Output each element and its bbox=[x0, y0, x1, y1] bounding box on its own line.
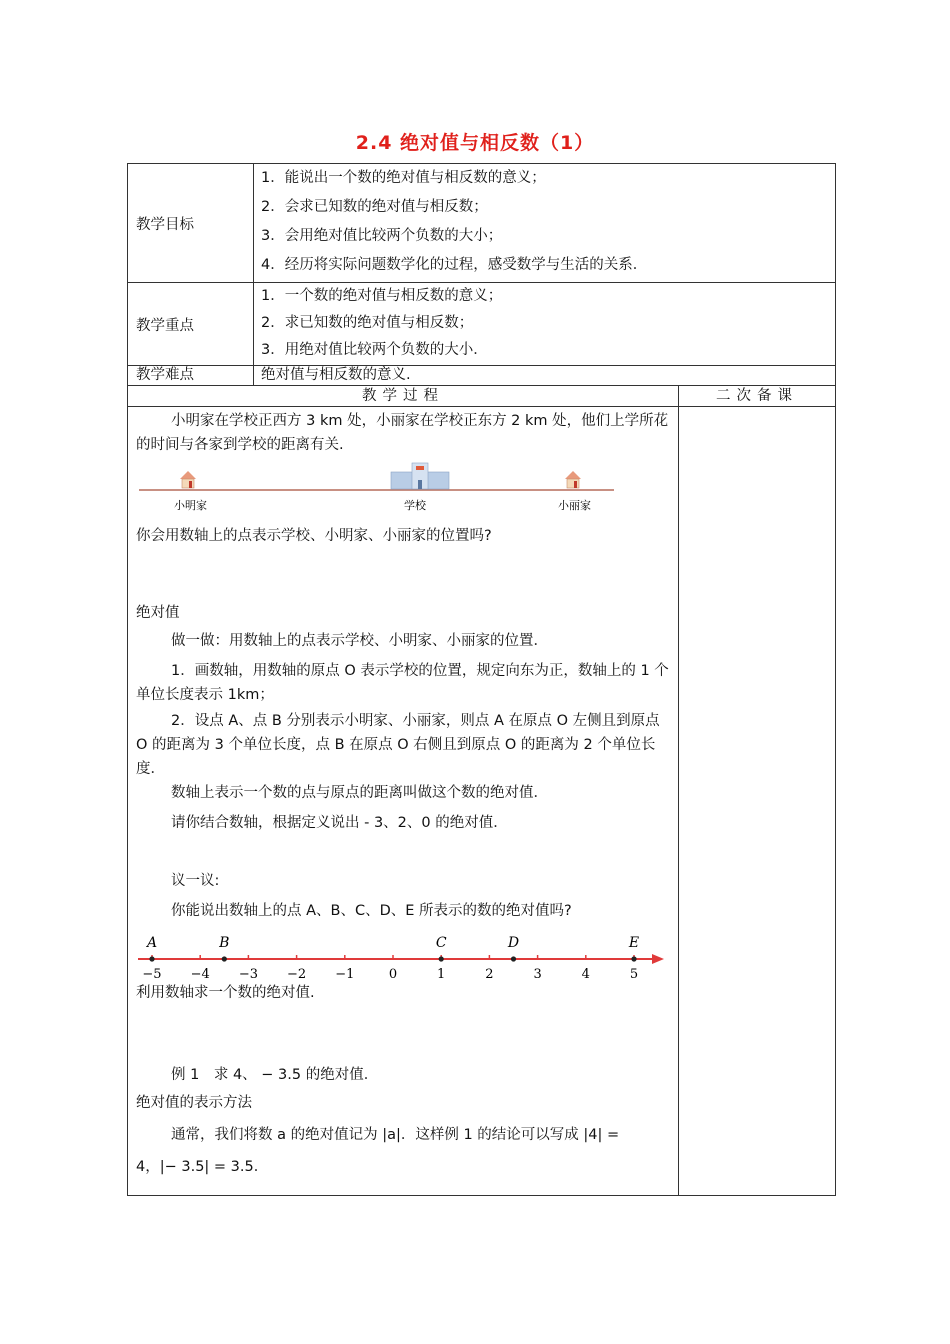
try-it-text: 做一做：用数轴上的点表示学校、小明家、小丽家的位置． bbox=[171, 633, 548, 649]
tick-label: −4 bbox=[190, 967, 210, 982]
definition-text: 数轴上表示一个数的点与原点的距离叫做这个数的绝对值． bbox=[171, 785, 548, 801]
point-d bbox=[511, 956, 516, 961]
difficulty-text: 绝对值与相反数的意义. bbox=[254, 366, 836, 386]
step1-text: 1．画数轴，用数轴的原点 O 表示学校的位置，规定向东为正，数轴上的 1 个单位长度表示 1km； bbox=[136, 663, 669, 703]
discuss-heading: 议一议: bbox=[171, 873, 220, 889]
goal-item: 4．经历将实际问题数学化的过程，感受数学与生活的关系． bbox=[261, 257, 648, 273]
point-label: C bbox=[435, 935, 447, 951]
key-point-item: 2．求已知数的绝对值与相反数； bbox=[261, 315, 474, 331]
tick-label: 3 bbox=[533, 967, 542, 982]
house-icon bbox=[180, 471, 196, 488]
secondary-notes-cell bbox=[679, 407, 836, 1196]
use-number-line-text: 利用数轴求一个数的绝对值. bbox=[136, 985, 315, 1001]
tick-label: 4 bbox=[581, 967, 590, 982]
intro-paragraph: 小明家在学校正西方 3 km 处，小丽家在学校正东方 2 km 处，他们上学所花的时间与各家到学校的距离有关. bbox=[136, 413, 669, 453]
key-points-row bbox=[128, 283, 836, 366]
absolute-value-heading: 绝对值 bbox=[136, 605, 180, 621]
example-1: 例 1 求 4、 − 3.5 的绝对值． bbox=[171, 1067, 379, 1083]
key-points-label: 教学重点 bbox=[128, 283, 254, 366]
key-point-item: 1．一个数的绝对值与相反数的意义； bbox=[261, 288, 503, 304]
house-icon bbox=[565, 471, 581, 488]
tick-label: −5 bbox=[142, 967, 162, 982]
label-xiaoming-home: 小明家 bbox=[174, 499, 207, 512]
point-label: D bbox=[507, 935, 520, 951]
point-label: B bbox=[219, 935, 230, 951]
difficulty-label: 教学难点 bbox=[128, 366, 254, 386]
point-c bbox=[439, 956, 444, 961]
tick-label: 5 bbox=[629, 967, 639, 982]
school-icon bbox=[391, 463, 449, 489]
goal-item: 2．会求已知数的绝对值与相反数； bbox=[261, 199, 488, 215]
process-header: 教学过程 bbox=[128, 386, 679, 407]
task-text: 请你结合数轴，根据定义说出 - 3、2、0 的绝对值． bbox=[171, 815, 508, 831]
key-point-item: 3．用绝对值比较两个负数的大小． bbox=[261, 342, 488, 358]
tick-label: 0 bbox=[388, 967, 398, 982]
process-cell bbox=[128, 407, 679, 1196]
question-text: 你会用数轴上的点表示学校、小明家、小丽家的位置吗? bbox=[136, 528, 492, 544]
tick-label: −2 bbox=[287, 967, 307, 982]
step2-text: 2．设点 A、点 B 分别表示小明家、小丽家，则点 A 在原点 O 左侧且到原点 O 的距离为 3 个单位长度，点 B 在原点 O 右侧且到原点 O 的距离为 2 个单位长度． bbox=[136, 713, 660, 777]
tick-label: 1 bbox=[437, 967, 446, 982]
lesson-plan-table bbox=[127, 163, 836, 1196]
header-row bbox=[128, 386, 836, 407]
label-school: 学校 bbox=[404, 499, 426, 512]
goal-item: 3．会用绝对值比较两个负数的大小； bbox=[261, 228, 503, 244]
point-a bbox=[149, 956, 154, 961]
tick-label: −1 bbox=[335, 967, 355, 982]
tick-label: −3 bbox=[238, 967, 258, 982]
point-label: E bbox=[628, 935, 640, 951]
difficulty-row bbox=[128, 366, 836, 386]
page-title: 2.4 绝对值与相反数（1） bbox=[355, 132, 595, 154]
process-row bbox=[128, 407, 836, 1196]
point-e bbox=[631, 956, 636, 961]
goals-row bbox=[128, 164, 836, 283]
discuss-question: 你能说出数轴上的点 A、B、C、D、E 所表示的数的绝对值吗? bbox=[171, 903, 572, 919]
tick-label: 2 bbox=[485, 967, 494, 982]
number-line bbox=[134, 923, 669, 983]
notation-line-1: 通常，我们将数 a 的绝对值记为 |a|．这样例 1 的结论可以写成 |4| = bbox=[171, 1127, 620, 1143]
goal-item: 1．能说出一个数的绝对值与相反数的意义； bbox=[261, 170, 546, 186]
point-label: A bbox=[146, 935, 158, 951]
label-xiaoli-home: 小丽家 bbox=[558, 499, 591, 512]
key-points-list bbox=[254, 283, 836, 366]
point-b bbox=[222, 956, 227, 961]
goals-list bbox=[254, 164, 836, 283]
notation-line-2: 4，|− 3.5| = 3.5． bbox=[136, 1159, 269, 1175]
goals-label: 教学目标 bbox=[128, 164, 254, 283]
school-homes-figure bbox=[136, 461, 616, 517]
secondary-header: 二次备课 bbox=[679, 386, 836, 407]
notation-heading: 绝对值的表示方法 bbox=[136, 1095, 252, 1111]
